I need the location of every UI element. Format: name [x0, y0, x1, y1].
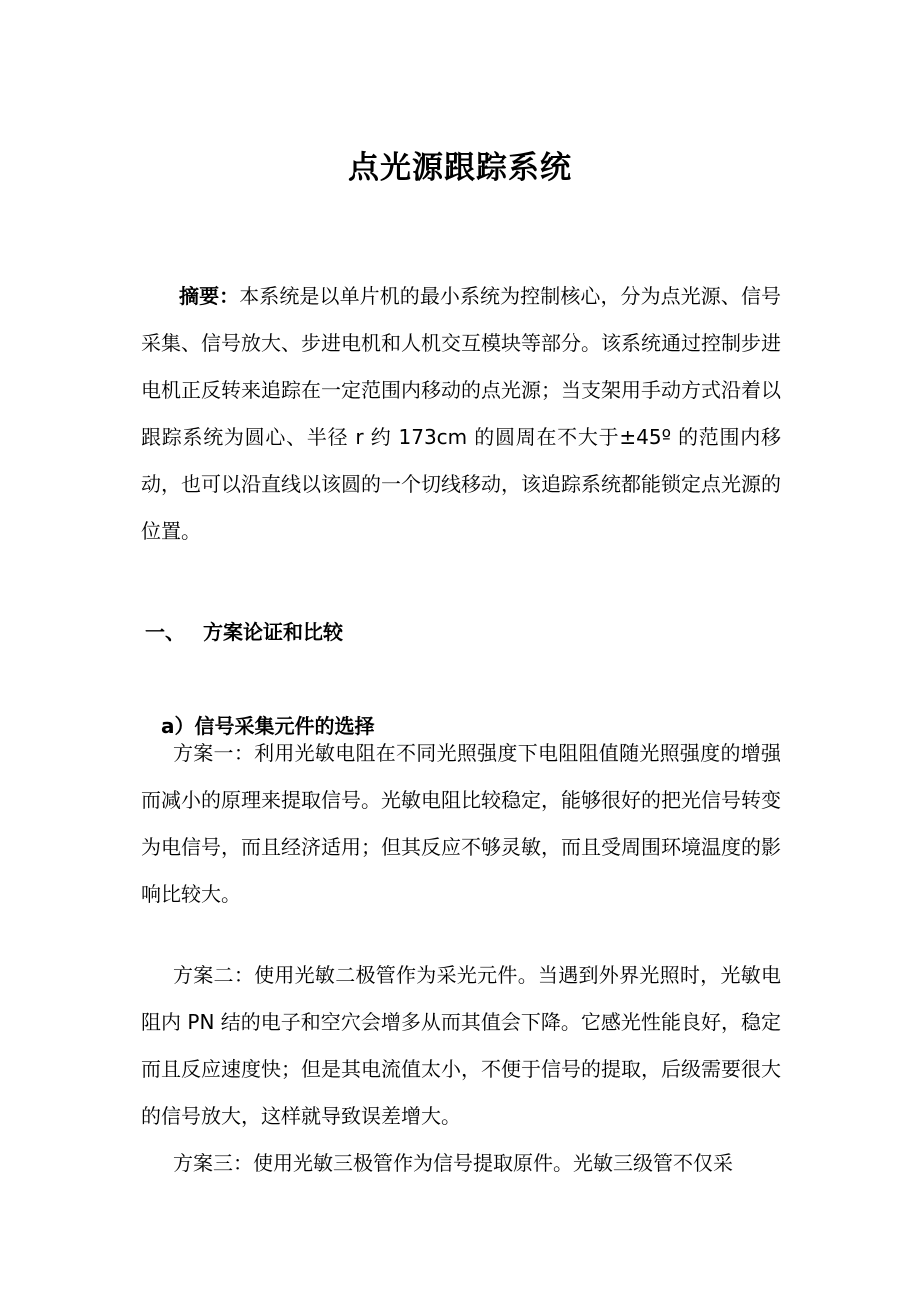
- abstract-text: 本系统是以单片机的最小系统为控制核心，分为点光源、信号采集、信号放大、步进电机和人机交互模块等部分。该系统通过控制步进电机正反转来追踪在一定范围内移动的点光源；当支架用手动方式沿着以跟踪系统为圆心、半径 r 约 173cm 的圆周在不大于±45º 的范围内移动，也可以沿直线以该圆的一个切线移动，该追踪系统都能锁定点光源的位置。: [141, 284, 782, 543]
- subsection-heading: a）信号采集元件的选择: [161, 714, 375, 738]
- document-title: 点光源跟踪系统: [348, 150, 572, 186]
- abstract-label: 摘要：: [179, 284, 240, 308]
- section-title: 方案论证和比较: [203, 620, 343, 644]
- section-heading: [145, 612, 343, 652]
- section-number: 一、: [145, 620, 185, 644]
- abstract-paragraph: [141, 273, 781, 555]
- plan-two-paragraph: 方案二：使用光敏二极管作为采光元件。当遇到外界光照时，光敏电阻内 PN 结的电子和空穴会增多从而其值会下降。它感光性能良好，稳定而且反应速度快；但是其电流值太小，不便于信号的提取，后级需要很大的信号放大，这样就导致误差增大。: [141, 963, 781, 1128]
- plan-three-paragraph: 方案三：使用光敏三极管作为信号提取原件。光敏三级管不仅采: [173, 1151, 733, 1175]
- plan-one-paragraph: 方案一：利用光敏电阻在不同光照强度下电阻阻值随光照强度的增强而减小的原理来提取信号。光敏电阻比较稳定，能够很好的把光信号转变为电信号，而且经济适用；但其反应不够灵敏，而且受周围环境温度的影响比较大。: [141, 741, 781, 906]
